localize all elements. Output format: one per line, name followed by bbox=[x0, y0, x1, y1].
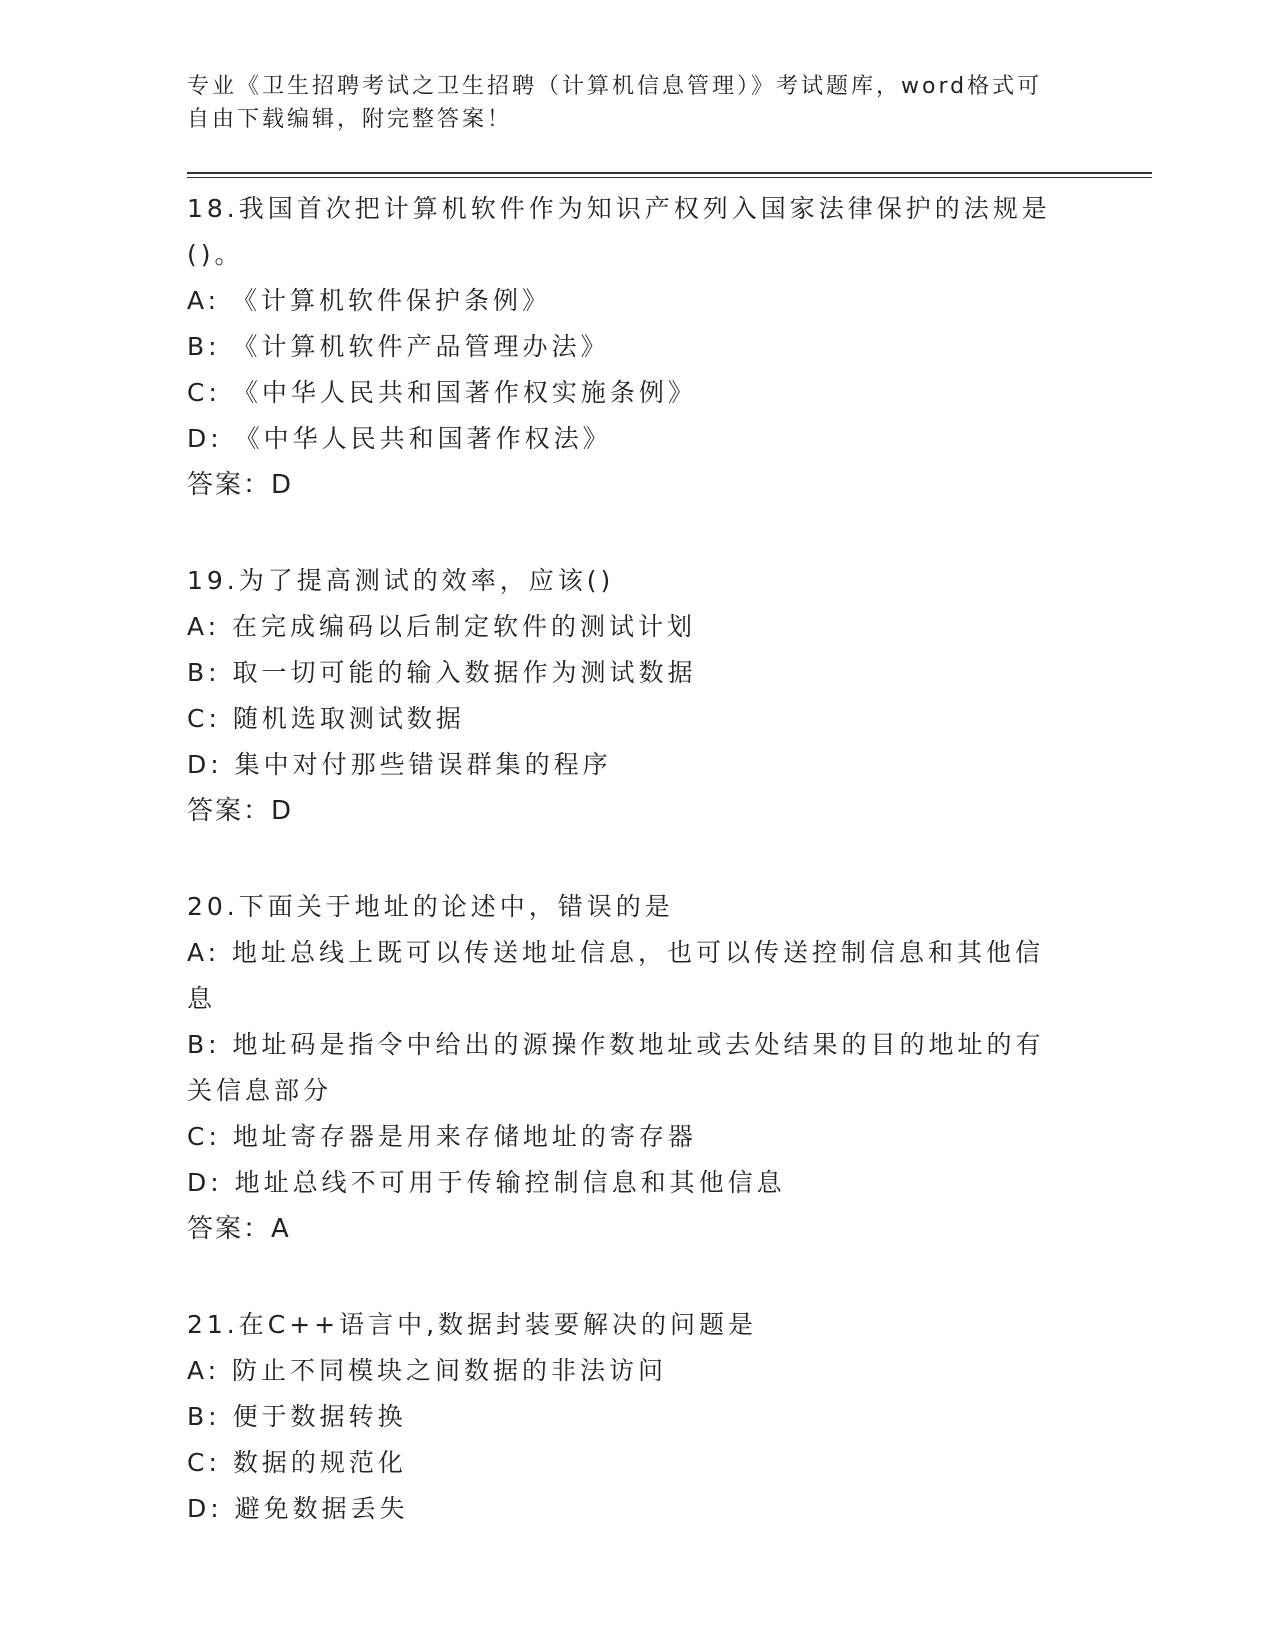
option-a: A: 《计算机软件保护条例》 bbox=[187, 286, 552, 315]
option-c: C: 随机选取测试数据 bbox=[187, 704, 465, 733]
option-d: D: 地址总线不可用于传输控制信息和其他信息 bbox=[187, 1168, 786, 1197]
option-d: D: 《中华人民共和国著作权法》 bbox=[187, 424, 612, 453]
question-21 bbox=[187, 1302, 1152, 1532]
option-a: A: 防止不同模块之间数据的非法访问 bbox=[187, 1356, 668, 1385]
question-20 bbox=[187, 884, 1152, 1252]
option-b: B: 取一切可能的输入数据作为测试数据 bbox=[187, 658, 697, 687]
question-text: 20.下面关于地址的论述中，错误的是 bbox=[187, 892, 674, 921]
option-b: B: 《计算机软件产品管理办法》 bbox=[187, 332, 610, 361]
question-19 bbox=[187, 558, 1152, 834]
option-b: B: 便于数据转换 bbox=[187, 1402, 407, 1431]
option-d: D: 集中对付那些错误群集的程序 bbox=[187, 750, 612, 779]
option-b: B: 地址码是指令中给出的源操作数地址或去处结果的目的地址的有关信息部分 bbox=[187, 1030, 1045, 1105]
question-text: 19.为了提高测试的效率，应该() bbox=[187, 566, 615, 595]
answer: 答案：D bbox=[187, 470, 294, 500]
option-a: A: 地址总线上既可以传送地址信息，也可以传送控制信息和其他信息 bbox=[187, 938, 1045, 1013]
option-a: A: 在完成编码以后制定软件的测试计划 bbox=[187, 612, 697, 641]
header-divider-bottom bbox=[187, 177, 1152, 178]
option-c: C: 数据的规范化 bbox=[187, 1448, 407, 1477]
option-c: C: 《中华人民共和国著作权实施条例》 bbox=[187, 378, 697, 407]
answer: 答案：D bbox=[187, 796, 294, 826]
option-d: D: 避免数据丢失 bbox=[187, 1494, 409, 1523]
question-text: 18.我国首次把计算机软件作为知识产权列入国家法律保护的法规是()。 bbox=[187, 194, 1051, 269]
question-18 bbox=[187, 186, 1152, 508]
option-c: C: 地址寄存器是用来存储地址的寄存器 bbox=[187, 1122, 697, 1151]
answer: 答案：A bbox=[187, 1214, 291, 1244]
question-text: 21.在C++语言中,数据封装要解决的问题是 bbox=[187, 1310, 758, 1339]
document-page bbox=[187, 70, 1152, 1532]
document-header: 专业《卫生招聘考试之卫生招聘（计算机信息管理）》考试题库，word格式可自由下载编辑，附完整答案！ bbox=[187, 74, 1043, 132]
header-divider-top bbox=[187, 172, 1152, 174]
